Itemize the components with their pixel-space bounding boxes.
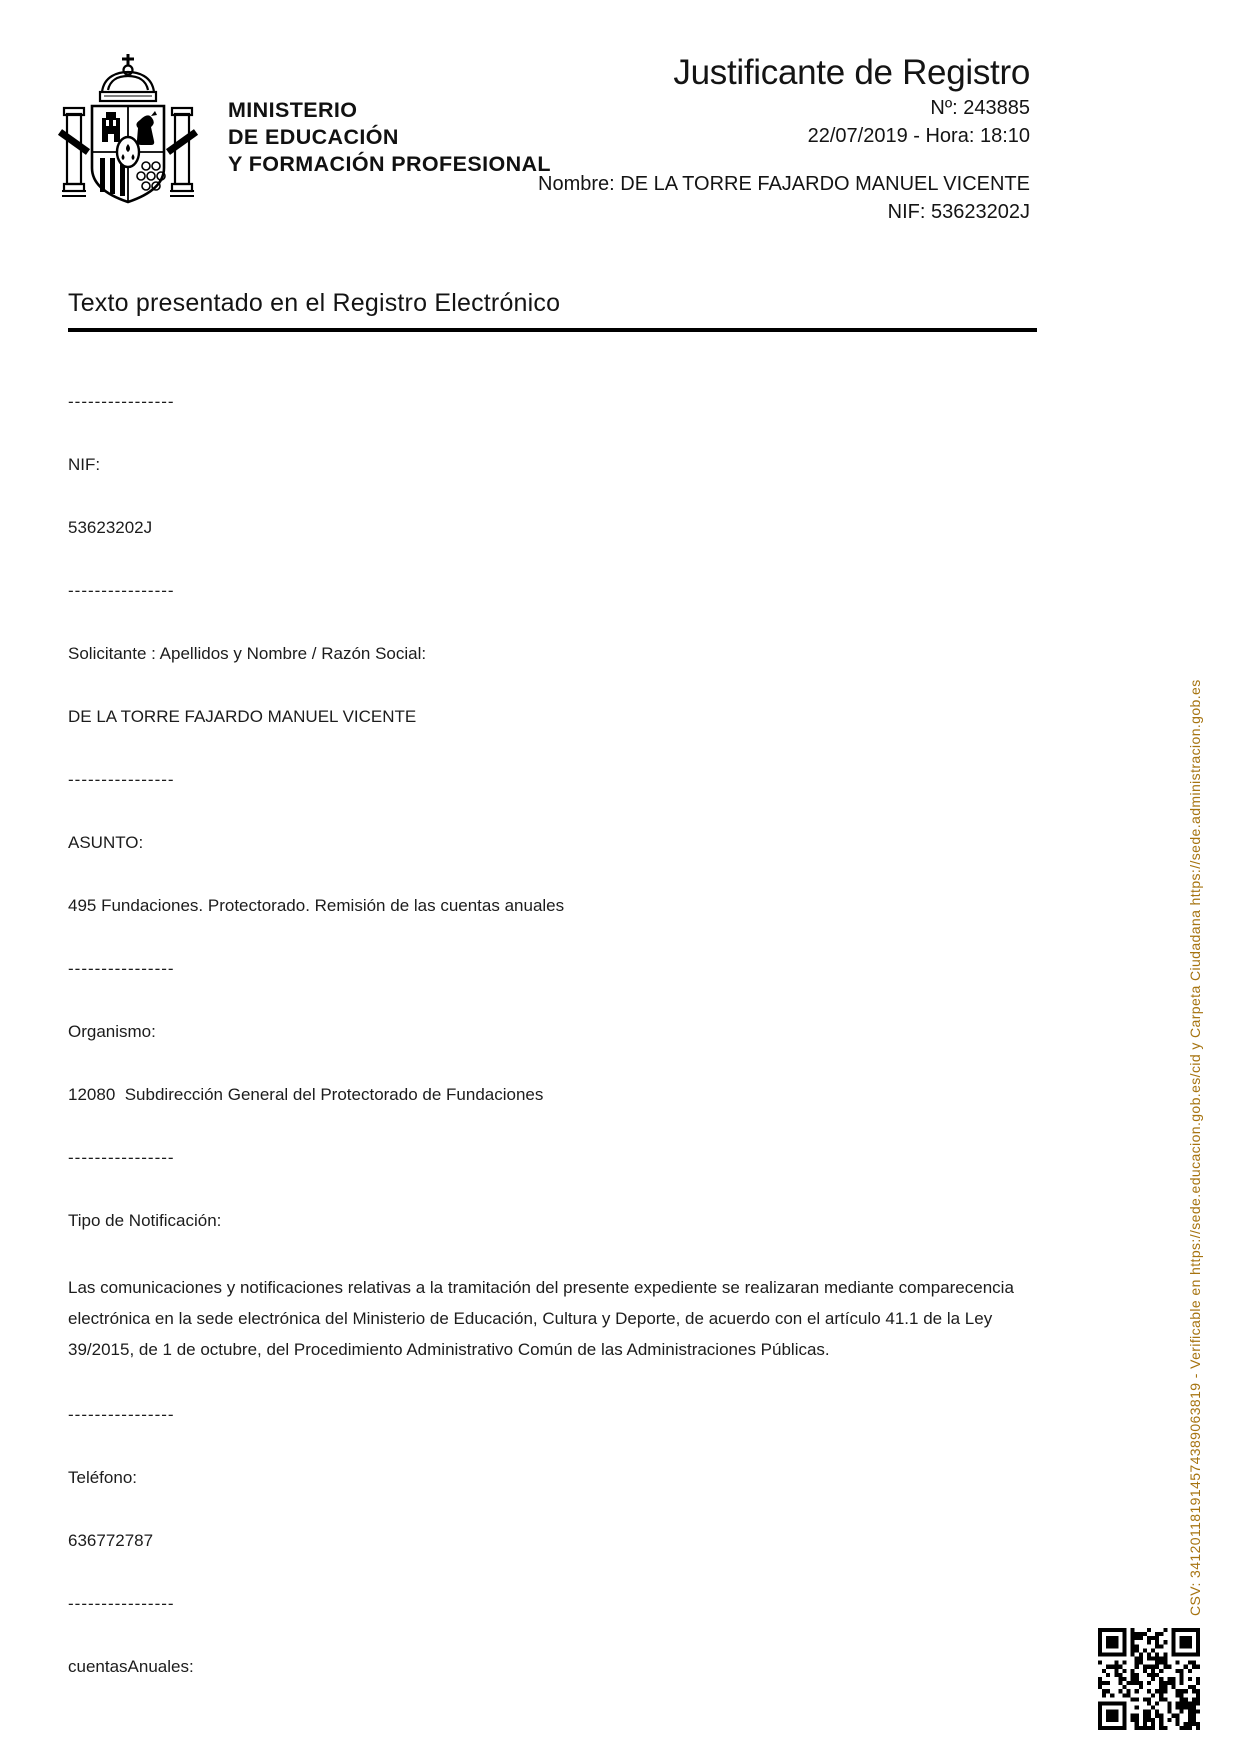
- body-line: Solicitante : Apellidos y Nombre / Razón Social:: [68, 644, 427, 663]
- separator-line: ----------------: [68, 770, 175, 789]
- ministry-line: DE EDUCACIÓN: [228, 125, 399, 149]
- header-right: [538, 53, 1030, 225]
- separator-line: ----------------: [68, 959, 175, 978]
- body-line: Teléfono:: [68, 1468, 137, 1487]
- separator-line: ----------------: [68, 1405, 175, 1424]
- separator-line: ----------------: [68, 581, 175, 600]
- registry-number: Nº: 243885: [930, 97, 1030, 119]
- registry-datetime: 22/07/2019 - Hora: 18:10: [807, 125, 1030, 147]
- separator-line: ----------------: [68, 392, 175, 411]
- document-title: Justificante de Registro: [673, 53, 1030, 92]
- csv-verification-text: CSV: 341201181914574389063819 - Verificable en https://sede.educacion.gob.es/cid y Carpeta Ciudadana https://sede.administracion.gob.es: [1187, 679, 1203, 1616]
- body-line: Tipo de Notificación:: [68, 1211, 222, 1230]
- ministry-line: MINISTERIO: [228, 98, 358, 122]
- body-line: DE LA TORRE FAJARDO MANUEL VICENTE: [68, 707, 417, 726]
- section-title: Texto presentado en el Registro Electrónico: [68, 288, 1037, 332]
- body-line: 53623202J: [68, 518, 153, 537]
- registrant-nif: NIF: 53623202J: [887, 201, 1030, 223]
- registrant-name: Nombre: DE LA TORRE FAJARDO MANUEL VICENTE: [538, 173, 1030, 195]
- body-lines: [68, 390, 1033, 1718]
- body-line: cuentasAnuales:: [68, 1657, 194, 1676]
- body-line: 636772787: [68, 1531, 154, 1550]
- body-line: Las comunicaciones y notificaciones relativas a la tramitación del presente expediente se realizaran mediante comparecencia electrónica en la sede electrónica del Ministerio de Educación, Cultura y Deporte, de acuerdo con el artículo 41.1 de la Ley 39/2015, de 1 de octubre, del Procedimiento Administrativo Común de las Administraciones Públicas.: [68, 1278, 1019, 1359]
- separator-line: ----------------: [68, 1594, 175, 1613]
- body-line: Organismo:: [68, 1022, 156, 1041]
- body-line: NIF:: [68, 455, 101, 474]
- qr-code: [1098, 1628, 1200, 1730]
- separator-line: ----------------: [68, 1148, 175, 1167]
- ministry-name: [228, 97, 551, 178]
- ministry-line: Y FORMACIÓN PROFESIONAL: [228, 152, 551, 176]
- spain-coat-of-arms-icon: [58, 48, 198, 216]
- body-line: ASUNTO:: [68, 833, 144, 852]
- body-line: 12080 Subdirección General del Protectorado de Fundaciones: [68, 1085, 544, 1104]
- body-line: 495 Fundaciones. Protectorado. Remisión de las cuentas anuales: [68, 896, 565, 915]
